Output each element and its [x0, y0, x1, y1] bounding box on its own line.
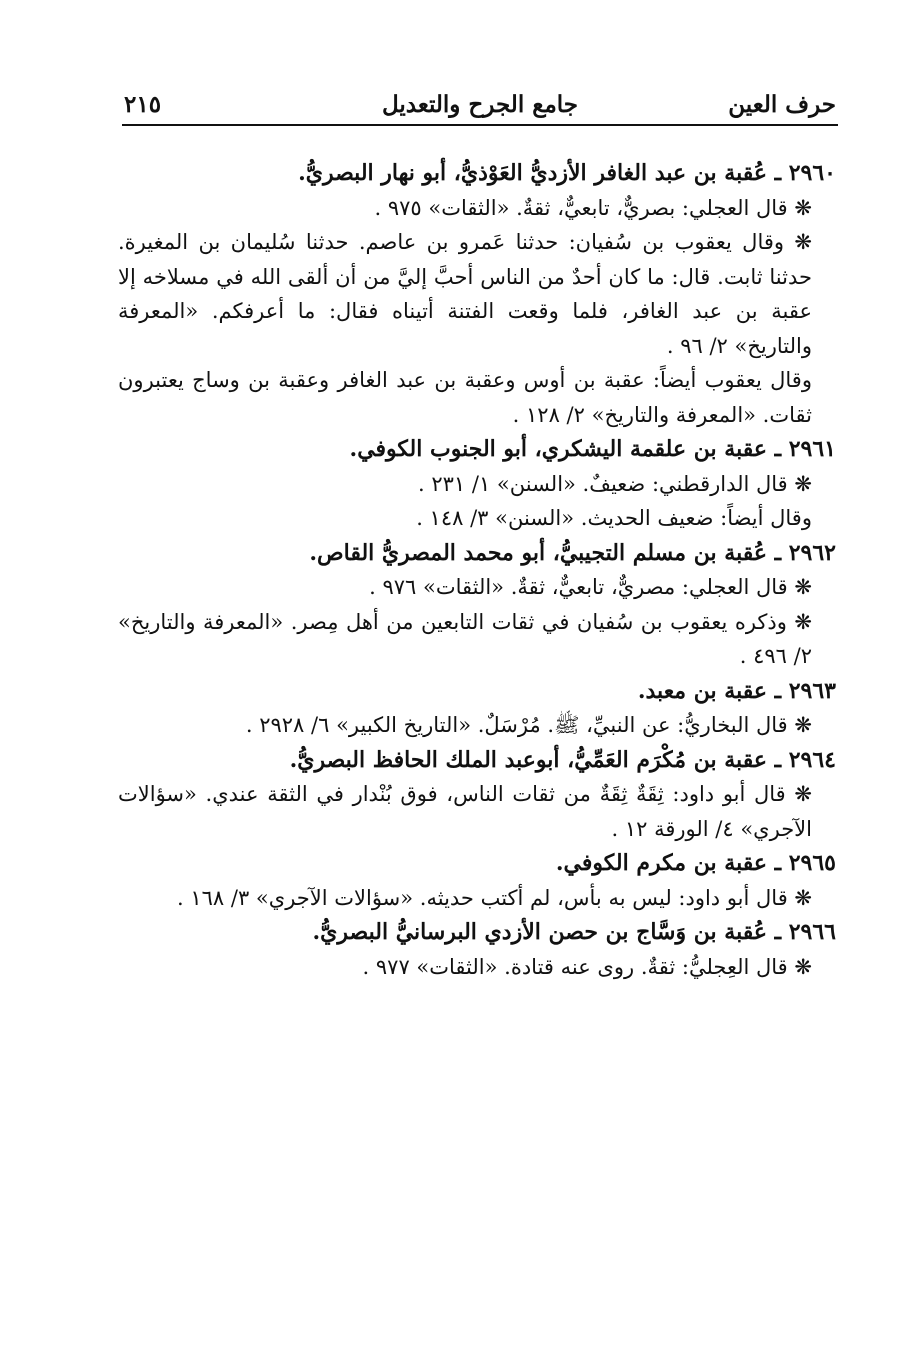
entry-title: ٢٩٦١ ـ عقبة بن علقمة اليشكري، أبو الجنوب الكوفي. [349, 436, 836, 462]
entry-title: ٢٩٦٤ ـ عقبة بن مُكْرَم العَمِّيُّ، أبوعبد الملك الحافظ البصريُّ. [289, 746, 836, 773]
entry-paragraph: ❋ قال العجلي: بصريٌّ، تابعيٌّ، ثقةٌ. «الثقات» ٩٧٥ . [374, 195, 812, 220]
header-rule [122, 124, 838, 126]
entry-paragraph: وقال أيضاً: ضعيف الحديث. «السنن» ٣/ ١٤٨ . [416, 506, 812, 530]
entry-paragraph: ❋ وقال يعقوب بن سُفيان: حدثنا عَمرو بن عاصم. حدثنا سُليمان بن المغيرة. حدثنا ثابت. قال: ما كان أحدٌ من الناس أحبَّ إليَّ من أن ألقى الله في مسلاخه إلا عقبة بن عبد الغافر، فلما وقعت الفتنة أتيناه فقال: ما أعرفكم. «المعرفة والتاريخ» ٢/ ٩٦ . [118, 230, 812, 358]
entry-paragraph: ❋ قال أبو داود: ثِقَةٌ ثِقَةٌ من ثقات الناس، فوق بُنْدار في الثقة عندي. «سؤالات الآجري» ٤/ الورقة ١٢ . [118, 782, 812, 841]
entry-2964 [118, 743, 836, 847]
header-book-title: جامع الجرح والتعديل [381, 90, 579, 118]
page-number: ٢١٥ [124, 90, 162, 118]
entry-2963 [118, 674, 836, 743]
header-chapter: حرف العين [728, 90, 836, 118]
running-header [124, 84, 836, 124]
entry-title: ٢٩٦٠ ـ عُقبة بن عبد الغافر الأزديُّ العَوْذيُّ، أبو نهار البصريُّ. [298, 160, 836, 186]
entry-paragraph: ❋ قال الدارقطني: ضعيفٌ. «السنن» ١/ ٢٣١ . [417, 471, 812, 496]
entry-title: ٢٩٦٣ ـ عقبة بن معبد. [637, 677, 836, 704]
entry-paragraph: ❋ قال العجلي: مصريٌّ، تابعيٌّ، ثقةٌ. «الثقات» ٩٧٦ . [369, 575, 812, 599]
entry-paragraph: وقال يعقوب أيضاً: عقبة بن أوس وعقبة بن عبد الغافر وعقبة بن وساج يعتبرون ثقات. «المعرفة والتاريخ» ٢/ ١٢٨ . [118, 368, 812, 427]
entry-2962 [118, 536, 836, 674]
entry-paragraph: ❋ قال العِجليُّ: ثقةٌ. روى عنه قتادة. «الثقات» ٩٧٧ . [362, 954, 812, 979]
entry-2966 [118, 915, 836, 984]
entry-2961 [118, 432, 836, 536]
entry-title: ٢٩٦٢ ـ عُقبة بن مسلم التجيبيُّ، أبو محمد المصريُّ القاص. [309, 539, 836, 566]
entry-title: ٢٩٦٦ ـ عُقبة بن وَسَّاج بن حصن الأزدي البرسانيُّ البصريُّ. [312, 919, 836, 945]
entry-paragraph: ❋ وذكره يعقوب بن سُفيان في ثقات التابعين من أهل مِصر. «المعرفة والتاريخ» ٢/ ٤٩٦ . [118, 609, 812, 668]
entry-2960 [118, 156, 836, 432]
page-body [118, 156, 836, 984]
entry-paragraph: ❋ قال البخاريُّ: عن النبيِّ، ﷺ. مُرْسَلٌ. «التاريخ الكبير» ٦/ ٢٩٢٨ . [245, 713, 812, 737]
entry-paragraph: ❋ قال أبو داود: ليس به بأس، لم أكتب حديثه. «سؤالات الآجري» ٣/ ١٦٨ . [176, 885, 812, 910]
entry-2965 [118, 846, 836, 915]
entry-title: ٢٩٦٥ ـ عقبة بن مكرم الكوفي. [555, 850, 836, 876]
